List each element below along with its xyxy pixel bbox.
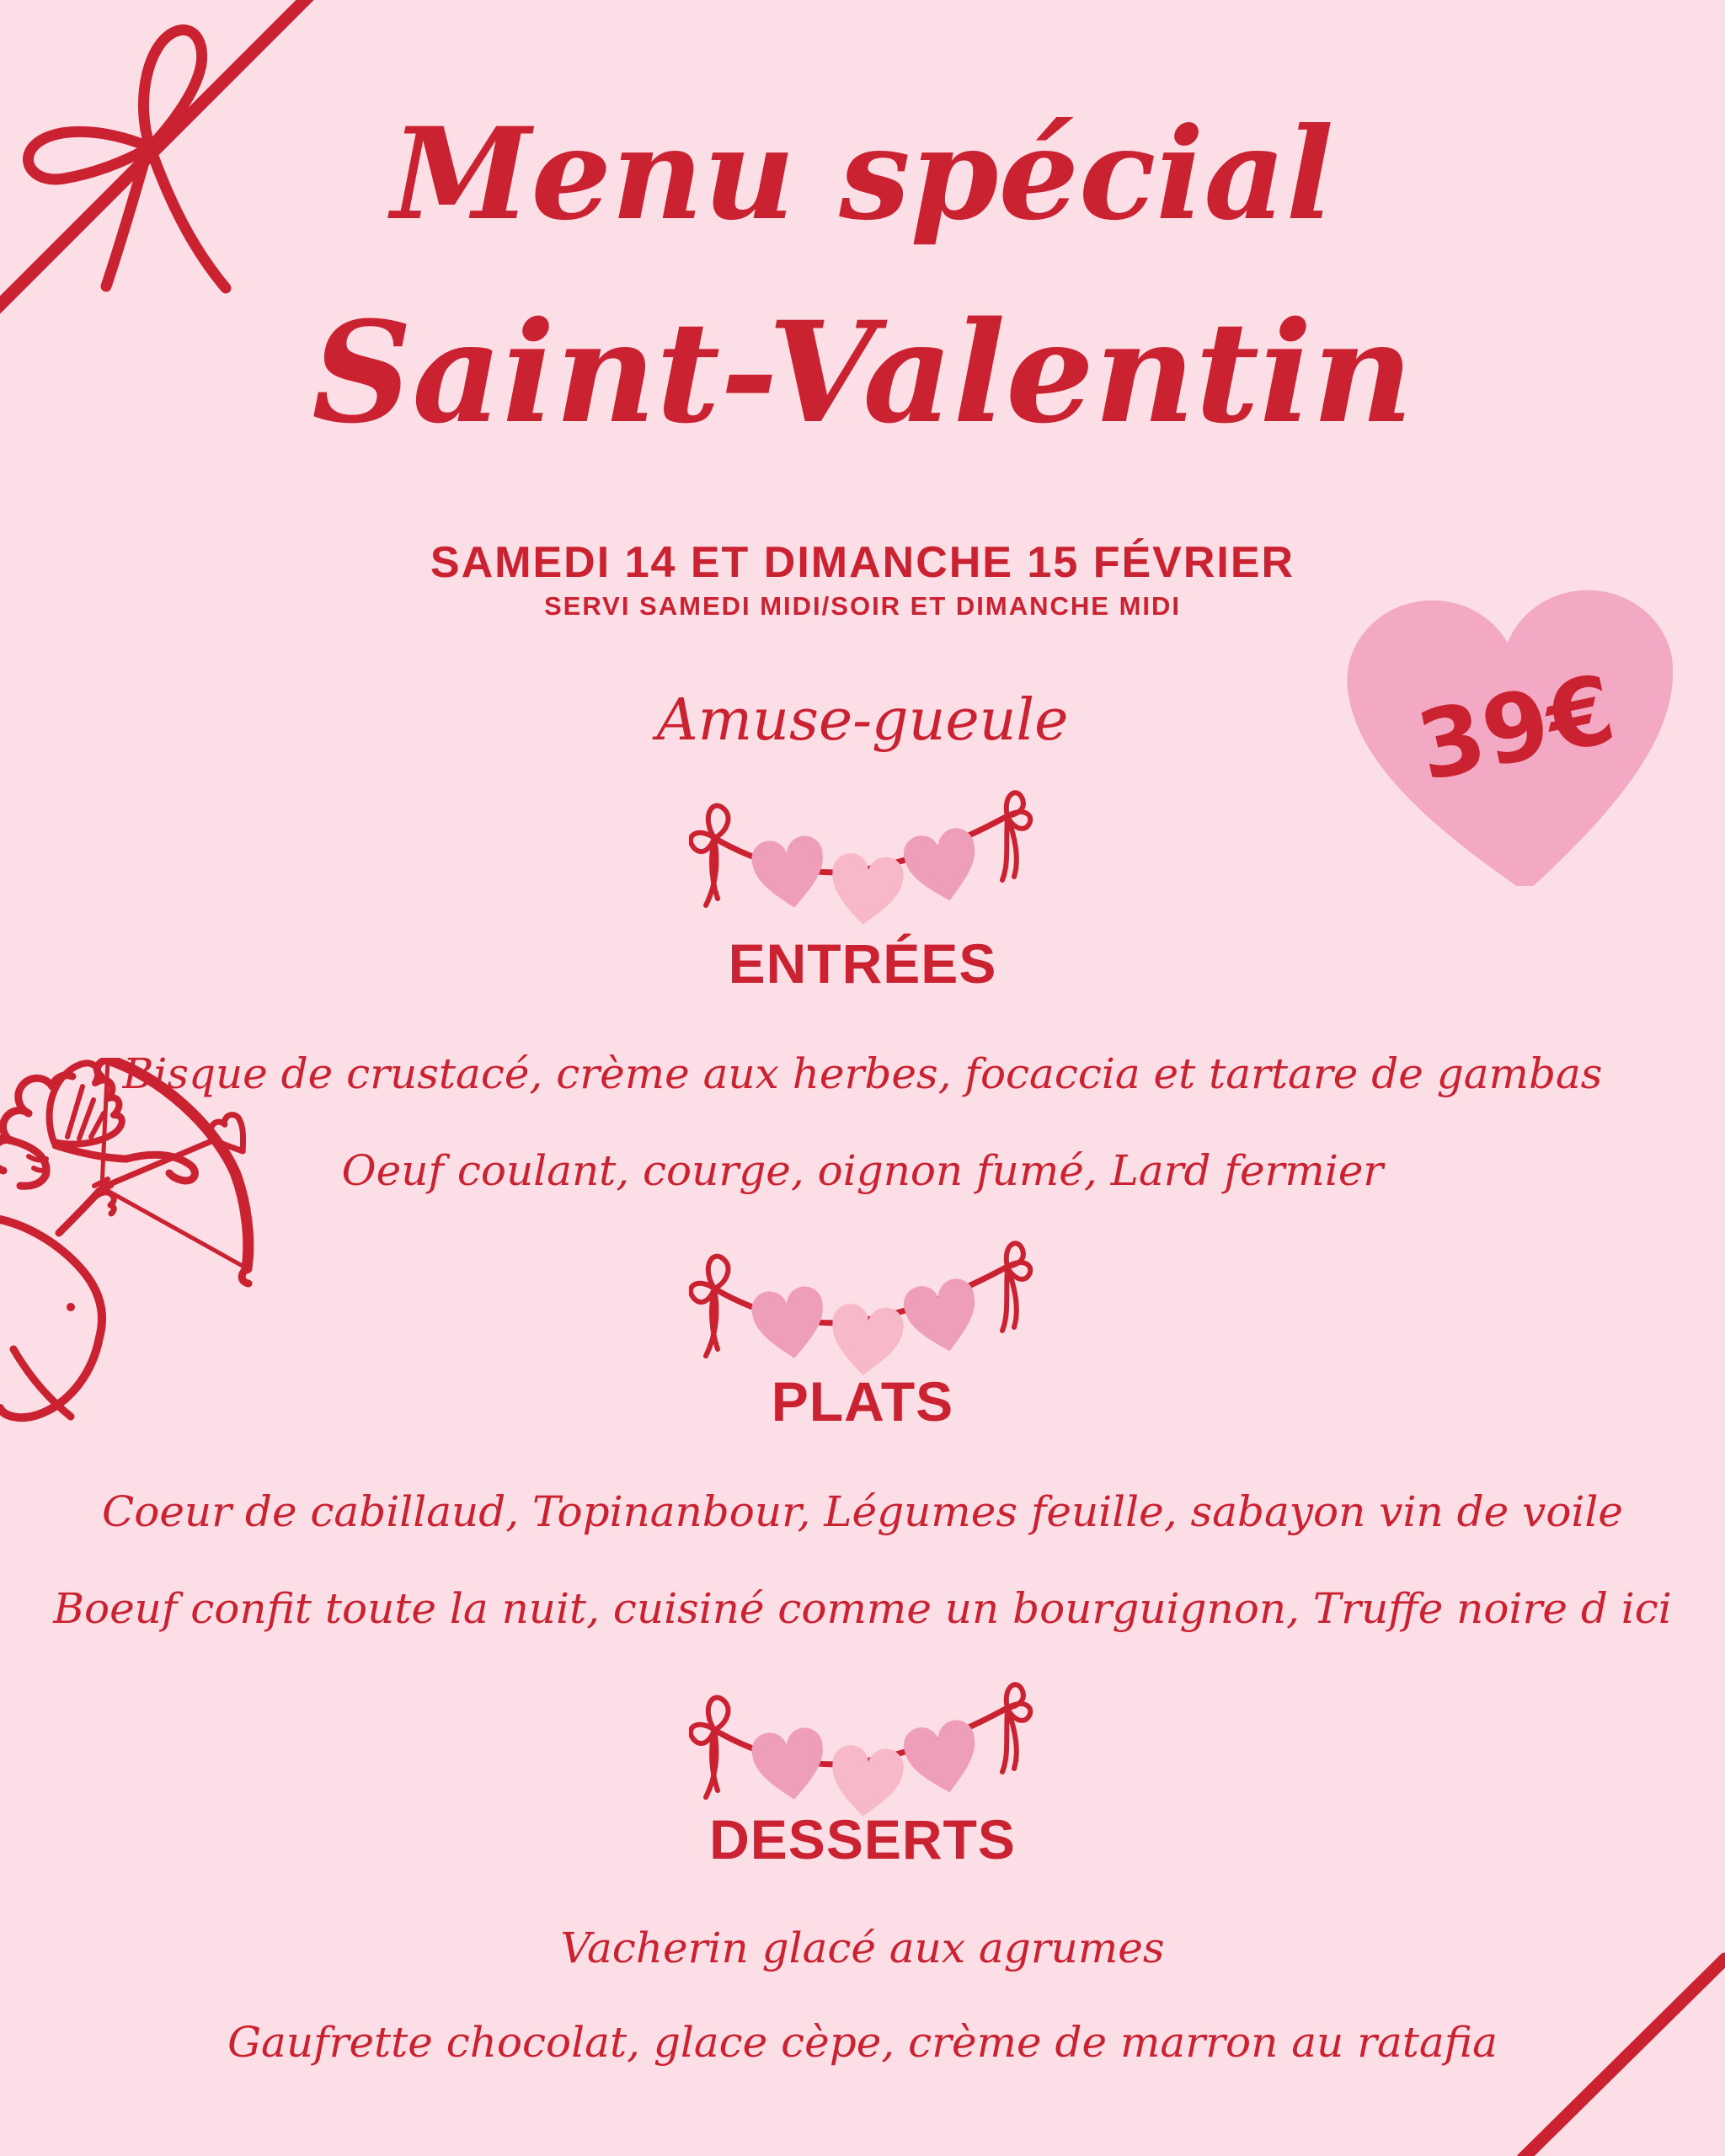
section-heading-entrees: ENTRÉES (728, 932, 997, 995)
menu-item: Gaufrette chocolat, glace cèpe, crème de marron au ratafia (227, 2018, 1498, 2067)
menu-title-line1: Menu spécial (391, 100, 1334, 248)
section-heading-plats: PLATS (771, 1370, 954, 1433)
menu-item: Coeur de cabillaud, Topinanbour, Légumes feuille, sabayon vin de voile (101, 1487, 1623, 1536)
heart-garland-icon (689, 1678, 1034, 1821)
menu-service-note: SERVI SAMEDI MIDI/SOIR ET DIMANCHE MIDI (543, 591, 1182, 621)
price-amount: 39€ (1408, 654, 1624, 803)
menu-title-line2: Saint-Valentin (312, 291, 1413, 454)
heart-garland-icon (689, 786, 1034, 929)
menu-item: Bisque de crustacé, crème aux herbes, focaccia et tartare de gambas (122, 1049, 1603, 1098)
heart-garland-icon (689, 1236, 1034, 1380)
menu-item: Boeuf confit toute la nuit, cuisiné comme un bourguignon, Truffe noire d ici (53, 1584, 1672, 1633)
menu-item: Oeuf coulant, courge, oignon fumé, Lard fermier (341, 1146, 1384, 1195)
pre-course-label: Amuse-gueule (656, 687, 1069, 754)
section-heading-desserts: DESSERTS (709, 1808, 1016, 1870)
cupid-bow-arrow-icon (0, 1058, 270, 1437)
gift-string-icon (1464, 1919, 1725, 2156)
menu-item: Vacherin glacé aux agrumes (560, 1924, 1165, 1972)
menu-date: SAMEDI 14 ET DIMANCHE 15 FÉVRIER (430, 538, 1295, 587)
